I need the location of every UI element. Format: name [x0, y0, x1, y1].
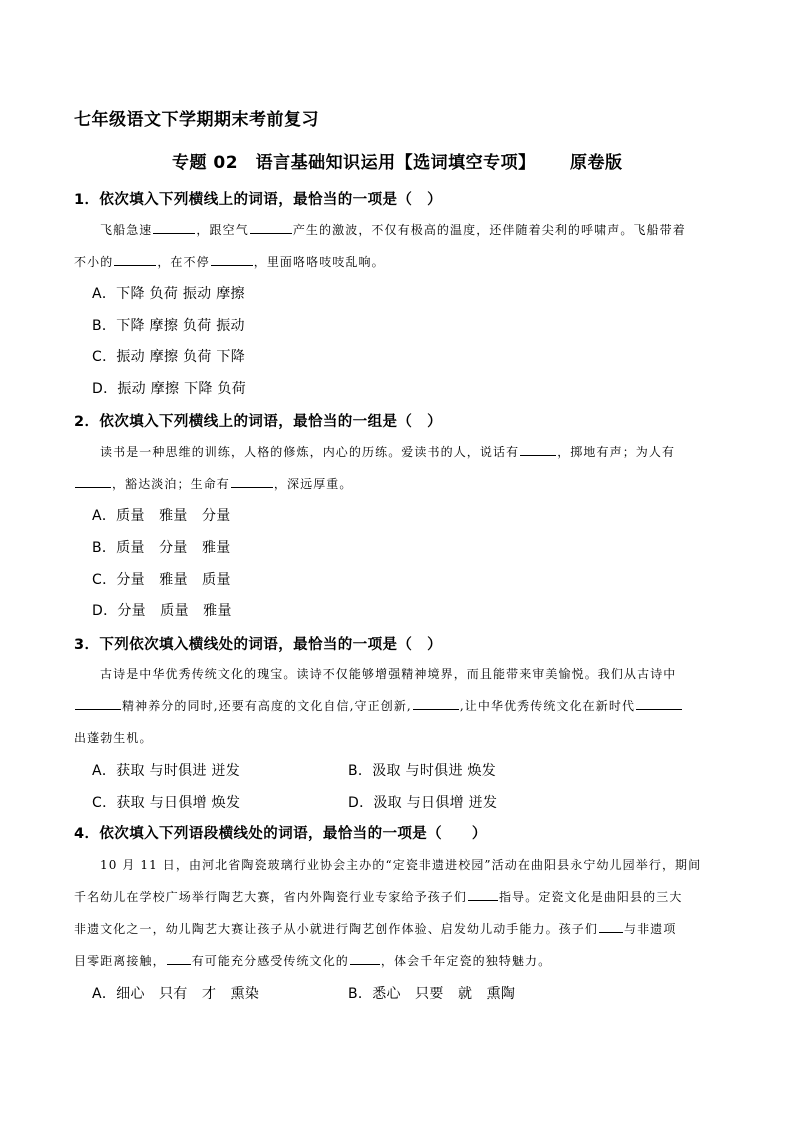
q1-option-a[interactable]: A．下降 负荷 振动 摩擦: [92, 286, 245, 302]
fill-blank: [468, 888, 498, 901]
passage-text: 千名幼儿在学校广场举行陶艺大赛，省内外陶瓷行业专家给予孩子们: [74, 890, 468, 904]
passage-text: ，跟空气: [196, 223, 249, 237]
question-3-passage-line-3: 出蓬勃生机。: [74, 731, 153, 745]
passage-text: ，在不停: [157, 255, 210, 269]
fill-blank: [636, 697, 682, 710]
fill-blank: [250, 221, 292, 234]
passage-text: ，体会千年定瓷的独特魅力。: [380, 954, 552, 968]
q2-option-d[interactable]: D．分量 质量 雅量: [92, 603, 232, 619]
fill-blank: [599, 920, 623, 933]
question-1-stem: 1．依次填入下列横线上的词语，最恰当的一项是（ ）: [74, 192, 443, 208]
question-4-stem: 4．依次填入下列语段横线处的词语，最恰当的一项是（ ）: [74, 826, 487, 842]
q1-option-c[interactable]: C．振动 摩擦 负荷 下降: [92, 349, 246, 365]
fill-blank: [75, 697, 121, 710]
passage-text: 精神养分的同时,还要有高度的文化自信,守正创新,: [122, 699, 412, 713]
question-4-passage-line-2: [74, 888, 682, 905]
passage-text: ,让中华优秀传统文化在新时代: [459, 699, 636, 713]
q2-option-c[interactable]: C．分量 雅量 质量: [92, 572, 231, 588]
passage-text: ，掷地有声；为人有: [557, 445, 676, 459]
q1-option-d[interactable]: D．振动 摩擦 下降 负荷: [92, 381, 247, 397]
passage-text: 产生的激波，不仅有极高的温度，还伴随着尖利的呼啸声。飞船带着: [292, 223, 686, 237]
edition-label: 原卷版: [570, 153, 623, 173]
q2-option-b[interactable]: B．质量 分量 雅量: [92, 540, 231, 556]
passage-text: 飞船急速: [100, 223, 153, 237]
q3-option-a[interactable]: A．获取 与时俱进 迸发: [92, 763, 241, 779]
passage-text: ，深远厚重。: [273, 477, 353, 491]
passage-text: ，里面咯咯吱吱乱响。: [253, 255, 385, 269]
passage-text: 指导。定瓷文化是曲阳县的三大: [499, 890, 683, 904]
fill-blank: [114, 253, 156, 266]
question-2-stem: 2．依次填入下列横线上的词语，最恰当的一组是（ ）: [74, 414, 443, 430]
passage-text: 与非遗项: [624, 922, 677, 936]
passage-text: 不小的: [74, 255, 114, 269]
question-3-stem: 3．下列依次填入横线处的词语，最恰当的一项是（ ）: [74, 637, 443, 653]
fill-blank: [211, 253, 253, 266]
passage-text: 非遗文化之一，幼儿陶艺大赛让孩子从小就进行陶艺创作体验、启发幼儿动手能力。孩子们: [74, 922, 599, 936]
q1-option-b[interactable]: B．下降 摩擦 负荷 振动: [92, 318, 245, 334]
q3-option-d[interactable]: D．汲取 与日俱增 迸发: [348, 795, 498, 811]
question-4-passage-line-3: [74, 920, 676, 937]
question-4-passage-line-1: 10 月 11 日，由河北省陶瓷玻璃行业协会主办的“定瓷非遗进校园”活动在曲阳县永宁幼儿园举行，期间: [100, 858, 702, 872]
question-3-passage-line-1: 古诗是中华优秀传统文化的瑰宝。读诗不仅能够增强精神境界，而且能带来审美愉悦。我们从古诗中: [100, 667, 677, 681]
fill-blank: [350, 952, 380, 965]
fill-blank: [153, 221, 195, 234]
question-2-passage-line-1: [100, 443, 675, 460]
question-3-passage-line-2: [74, 697, 683, 714]
q3-option-b[interactable]: B．汲取 与时俱进 焕发: [348, 763, 497, 779]
fill-blank: [520, 443, 556, 456]
fill-blank: [75, 475, 111, 488]
fill-blank: [231, 475, 273, 488]
question-2-passage-line-2: [74, 475, 353, 492]
fill-blank: [167, 952, 191, 965]
question-4-passage-line-4: [74, 952, 551, 969]
q2-option-a[interactable]: A．质量 雅量 分量: [92, 508, 231, 524]
passage-text: ，豁达淡泊；生命有: [112, 477, 230, 491]
q3-option-c[interactable]: C．获取 与日俱增 焕发: [92, 795, 241, 811]
fill-blank: [413, 697, 459, 710]
q4-option-b[interactable]: B．悉心 只要 就 熏陶: [348, 986, 516, 1002]
question-1-passage-line-2: [74, 253, 385, 270]
passage-text: 读书是一种思维的训练，人格的修炼，内心的历练。爱读书的人，说话有: [100, 445, 520, 459]
passage-text: 有可能充分感受传统文化的: [191, 954, 349, 968]
q4-option-a[interactable]: A．细心 只有 才 熏染: [92, 986, 260, 1002]
topic-title: 专题 02 语言基础知识运用【选词填空专项】: [172, 153, 536, 173]
question-1-passage-line-1: [100, 221, 686, 238]
passage-text: 目零距离接触，: [74, 954, 166, 968]
course-heading: 七年级语文下学期期末考前复习: [74, 110, 319, 130]
